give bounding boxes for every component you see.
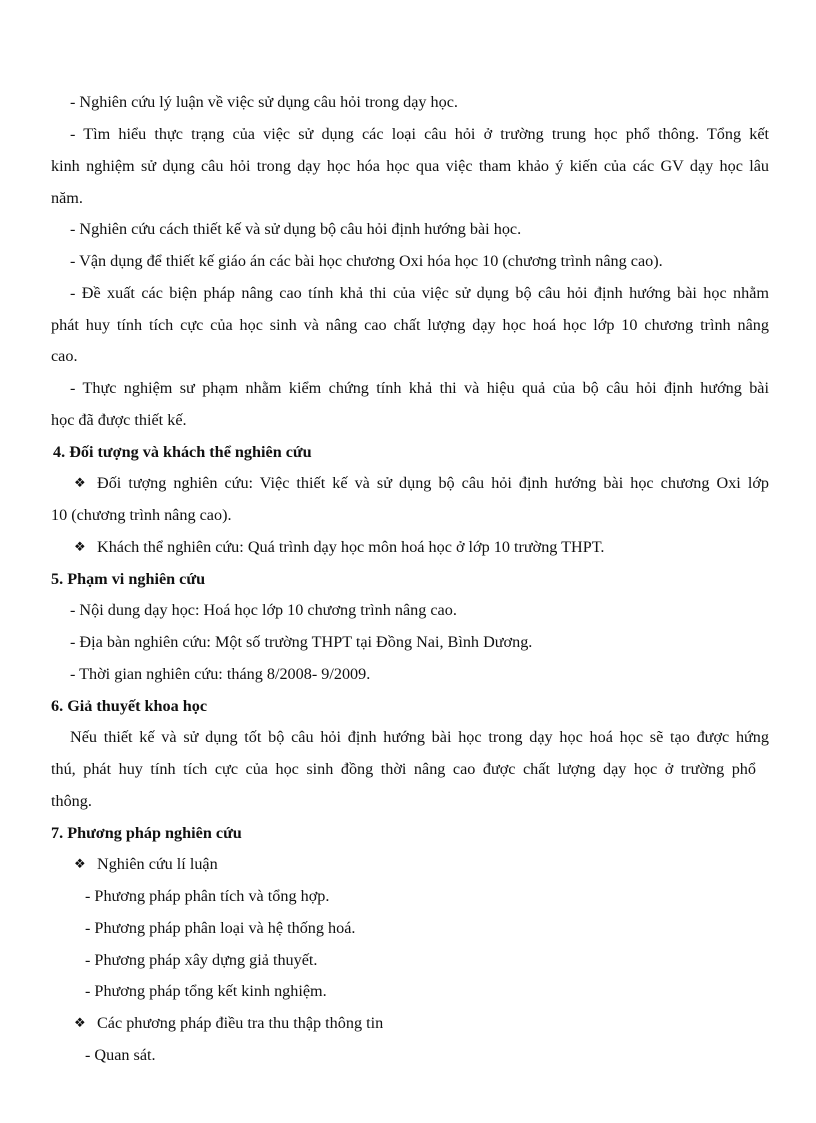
section-7-bullet-2: Các phương pháp điều tra thu thập thông tin [97,1014,384,1032]
section-7-sub-5: - Quan sát. [85,1046,156,1064]
intro-item-5-line-2: phát huy tính tích cực của học sinh và nâng cao chất lượng dạy học hoá học lớp 10 chương trình nâng [51,316,769,334]
section-6-paragraph-line-2: thú, phát huy tính tích cực của học sinh đồng thời nâng cao được chất lượng dạy học ở trường phổ [51,760,756,778]
intro-item-3: - Nghiên cứu cách thiết kế và sử dụng bộ câu hỏi định hướng bài học. [70,220,522,238]
section-7-sub-4: - Phương pháp tổng kết kinh nghiệm. [85,982,327,1000]
diamond-bullet-icon: ❖ [74,1015,86,1030]
section-7-heading: 7. Phương pháp nghiên cứu [51,824,242,842]
section-4-bullet-1-line-2: 10 (chương trình nâng cao). [51,506,232,524]
diamond-bullet-icon: ❖ [74,475,86,490]
intro-item-2-line-3: năm. [51,189,83,207]
section-6-paragraph-line-1: Nếu thiết kế và sử dụng tốt bộ câu hỏi định hướng bài học trong dạy học hoá học sẽ tạo được hứng [70,728,769,746]
section-7-sub-3: - Phương pháp xây dựng giả thuyết. [85,951,318,969]
intro-item-2-line-2: kinh nghiệm sử dụng câu hỏi trong dạy học hóa học qua việc tham khảo ý kiến của các GV dạy học lâu [51,157,769,175]
intro-item-6-line-2: học đã được thiết kế. [51,411,187,429]
intro-item-1: - Nghiên cứu lý luận về việc sử dụng câu hỏi trong dạy học. [70,93,458,111]
section-5-heading: 5. Phạm vi nghiên cứu [51,570,206,588]
diamond-bullet-icon: ❖ [74,539,86,554]
section-4-bullet-2: Khách thể nghiên cứu: Quá trình dạy học môn hoá học ở lớp 10 trường THPT. [97,538,605,556]
section-7-sub-2: - Phương pháp phân loại và hệ thống hoá. [85,919,356,937]
section-6-paragraph-line-3: thông. [51,792,92,810]
intro-item-6-line-1: - Thực nghiệm sư phạm nhằm kiểm chứng tính khả thi và hiệu quả của bộ câu hỏi định hướng bài [70,379,769,397]
section-4-heading: 4. Đối tượng và khách thể nghiên cứu [53,443,312,461]
section-5-item-2: - Địa bàn nghiên cứu: Một số trường THPT tại Đồng Nai, Bình Dương. [70,633,533,651]
intro-item-2-line-1: - Tìm hiểu thực trạng của việc sử dụng các loại câu hỏi ở trường trung học phổ thông. Tổng kết [70,125,769,143]
diamond-bullet-icon: ❖ [74,856,86,871]
intro-item-5-line-1: - Đề xuất các biện pháp nâng cao tính khả thi của việc sử dụng bộ câu hỏi định hướng bài học nhằm [70,284,769,302]
section-7-bullet-1: Nghiên cứu lí luận [97,855,218,873]
section-7-sub-1: - Phương pháp phân tích và tổng hợp. [85,887,330,905]
section-4-bullet-1-line-1: Đối tượng nghiên cứu: Việc thiết kế và sử dụng bộ câu hỏi định hướng bài học chương Oxi lớp [97,474,769,492]
section-5-item-1: - Nội dung dạy học: Hoá học lớp 10 chương trình nâng cao. [70,601,457,619]
section-6-heading: 6. Giả thuyết khoa học [51,697,208,715]
intro-item-5-line-3: cao. [51,347,78,365]
section-5-item-3: - Thời gian nghiên cứu: tháng 8/2008- 9/2009. [70,665,371,683]
intro-item-4: - Vận dụng để thiết kế giáo án các bài học chương Oxi hóa học 10 (chương trình nâng cao). [70,252,663,270]
